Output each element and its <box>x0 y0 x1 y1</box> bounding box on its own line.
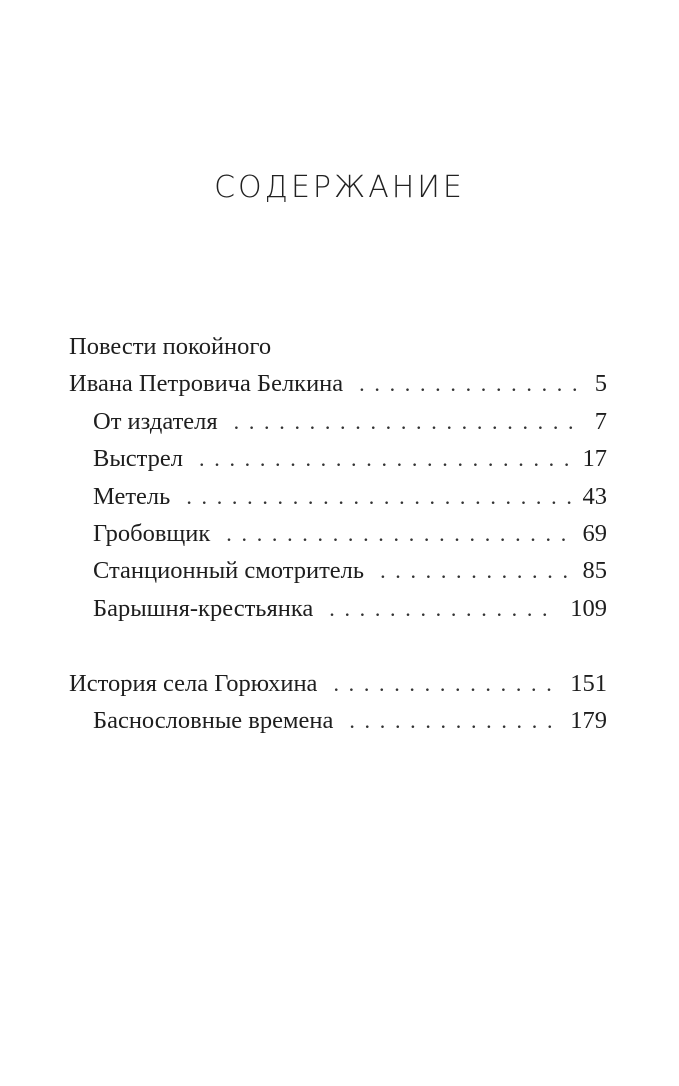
toc-page-number: 17 <box>582 445 607 473</box>
toc-page-number: 43 <box>582 482 607 510</box>
toc-entry-label: Барышня-крестьянка <box>93 594 314 622</box>
toc-entry-label: Метель <box>93 482 171 510</box>
toc-entry-label: Выстрел <box>93 445 184 473</box>
toc-entry[interactable] <box>69 403 607 440</box>
dot-leader <box>333 665 558 702</box>
toc-page-number: 109 <box>570 594 607 622</box>
dot-leader <box>349 702 558 739</box>
toc-page-number: 85 <box>582 557 607 585</box>
dot-leader <box>359 365 583 402</box>
dot-leader <box>329 590 558 627</box>
toc-entry[interactable] <box>69 552 607 589</box>
table-of-contents <box>69 328 607 739</box>
dot-leader <box>186 478 570 515</box>
toc-entry[interactable] <box>69 365 607 402</box>
toc-entry[interactable] <box>69 590 607 627</box>
toc-entry[interactable] <box>69 702 607 739</box>
toc-entry[interactable] <box>69 515 607 552</box>
toc-heading-line <box>69 328 607 365</box>
toc-entry-label: Станционный смотритель <box>93 557 365 585</box>
toc-entry-label: Баснословные времена <box>93 707 334 735</box>
dot-leader <box>199 440 570 477</box>
toc-page-number: 179 <box>570 707 607 735</box>
toc-section-title: Повести покойного <box>69 333 272 360</box>
toc-page-number: 151 <box>570 669 607 697</box>
toc-page-number: 5 <box>594 370 607 398</box>
toc-entry[interactable] <box>69 665 607 702</box>
toc-entry-label: Гробовщик <box>93 519 211 547</box>
toc-entry-label: История села Горюхина <box>69 669 318 697</box>
toc-entry[interactable] <box>69 440 607 477</box>
toc-entry[interactable] <box>69 478 607 515</box>
dot-leader <box>226 515 570 552</box>
toc-page-number: 7 <box>594 407 607 435</box>
dot-leader <box>234 403 583 440</box>
dot-leader <box>380 552 570 589</box>
toc-page-number: 69 <box>582 519 607 547</box>
toc-entry-label: Ивана Петровича Белкина <box>69 370 344 398</box>
page-title: СОДЕРЖАНИЕ <box>214 170 465 205</box>
toc-entry-label: От издателя <box>93 407 218 435</box>
